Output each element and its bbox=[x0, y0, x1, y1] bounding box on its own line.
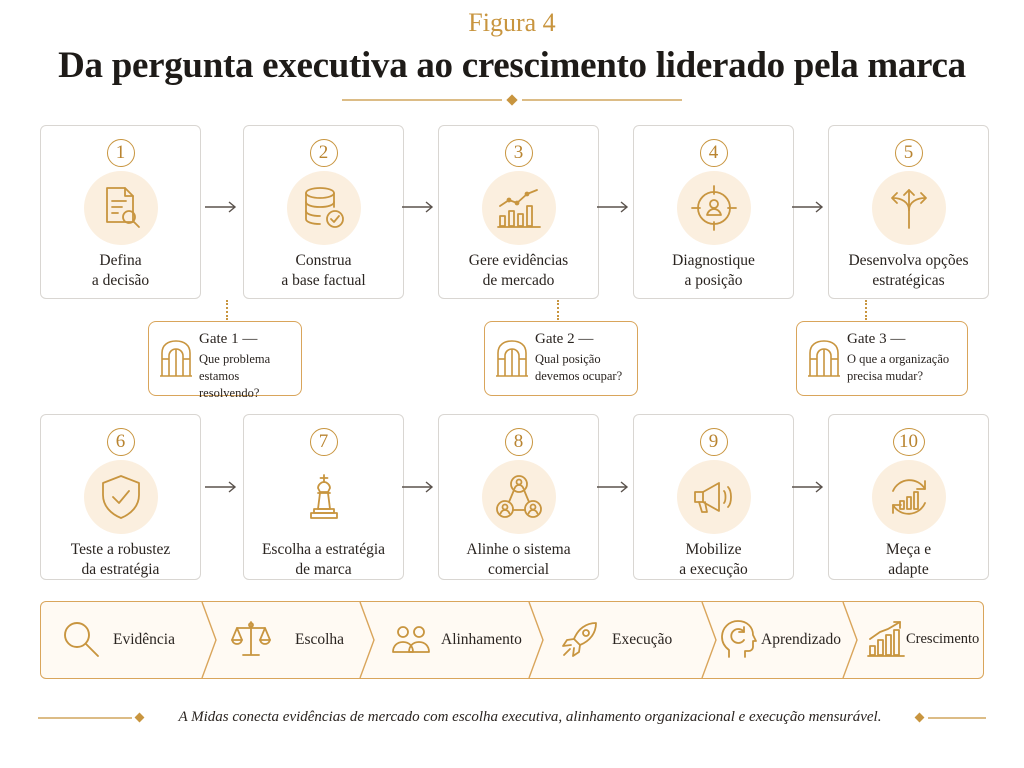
team-network-icon bbox=[495, 473, 543, 521]
step-number: 2 bbox=[310, 139, 338, 167]
step-number: 10 bbox=[893, 428, 925, 456]
figure-label: Figura 4 bbox=[468, 8, 556, 37]
magnifier-icon bbox=[61, 619, 101, 659]
footer-rule-right bbox=[912, 711, 986, 725]
step-card-6 bbox=[40, 414, 201, 580]
arch-gate-icon bbox=[807, 339, 841, 377]
outcome-label: Crescimento bbox=[906, 631, 980, 647]
page-title: Da pergunta executiva ao crescimento liderado pela marca bbox=[58, 45, 966, 86]
footer-rule-left bbox=[38, 711, 150, 725]
flow-arrow bbox=[401, 200, 435, 214]
growth-bars-icon bbox=[866, 619, 906, 659]
cycle-chart-icon bbox=[885, 473, 933, 521]
footer-text: A Midas conecta evidências de mercado com escolha executiva, alinhamento organizacional e execução mensurável. bbox=[178, 709, 882, 725]
step-card-3 bbox=[438, 125, 599, 299]
step-number: 5 bbox=[895, 139, 923, 167]
gate-question: Que problema estamos resolvendo? bbox=[199, 352, 271, 400]
scales-icon bbox=[231, 619, 271, 659]
step-number: 7 bbox=[310, 428, 338, 456]
shield-check-icon bbox=[97, 473, 145, 521]
flow-arrow bbox=[596, 480, 630, 494]
step-card-1 bbox=[40, 125, 201, 299]
gate-2 bbox=[484, 321, 638, 396]
step-label: Diagnostique a posição bbox=[672, 252, 755, 289]
outcome-label: Execução bbox=[612, 631, 673, 648]
step-card-5 bbox=[828, 125, 989, 299]
step-card-2 bbox=[243, 125, 404, 299]
gate-connector bbox=[865, 300, 867, 320]
step-number: 1 bbox=[107, 139, 135, 167]
gate-connector bbox=[226, 300, 228, 320]
step-number: 3 bbox=[505, 139, 533, 167]
outcome-band bbox=[40, 601, 984, 679]
step-label: Alinhe o sistema comercial bbox=[466, 541, 571, 578]
target-person-icon bbox=[690, 184, 738, 232]
chess-king-icon bbox=[300, 473, 348, 521]
band-separator bbox=[701, 602, 717, 678]
band-separator bbox=[528, 602, 544, 678]
outcome-label: Escolha bbox=[295, 631, 345, 648]
arch-gate-icon bbox=[159, 339, 193, 377]
flow-arrow bbox=[791, 200, 825, 214]
growth-chart-icon bbox=[495, 184, 543, 232]
gate-connector bbox=[557, 300, 559, 320]
flow-arrow bbox=[204, 200, 238, 214]
gate-question: O que a organização precisa mudar? bbox=[847, 352, 950, 383]
diverging-arrows-icon bbox=[885, 184, 933, 232]
flow-arrow bbox=[401, 480, 435, 494]
gate-3 bbox=[796, 321, 968, 396]
gate-title: Gate 2 — bbox=[535, 331, 594, 347]
step-label: Construa a base factual bbox=[281, 252, 366, 289]
band-separator bbox=[359, 602, 375, 678]
step-label: Escolha a estratégia de marca bbox=[261, 541, 386, 578]
footer bbox=[0, 703, 1024, 733]
flow-arrow bbox=[596, 200, 630, 214]
outcome-aprendizado bbox=[717, 602, 842, 678]
step-card-7 bbox=[243, 414, 404, 580]
step-label: Defina a decisão bbox=[91, 252, 150, 289]
outcome-label: Evidência bbox=[113, 631, 175, 648]
rocket-icon bbox=[560, 619, 600, 659]
step-label: Meça e adapte bbox=[885, 541, 932, 578]
database-check-icon bbox=[300, 184, 348, 232]
step-label: Gere evidências de mercado bbox=[468, 252, 569, 289]
flow-arrow bbox=[791, 480, 825, 494]
step-card-10 bbox=[828, 414, 989, 580]
outcome-crescimento bbox=[858, 602, 983, 678]
step-number: 4 bbox=[700, 139, 728, 167]
band-separator bbox=[842, 602, 858, 678]
outcome-label: Alinhamento bbox=[441, 631, 522, 648]
step-number: 9 bbox=[700, 428, 728, 456]
outcome-escolha bbox=[217, 602, 359, 678]
head-cycle-icon bbox=[717, 619, 757, 659]
step-card-4 bbox=[633, 125, 794, 299]
band-separator bbox=[201, 602, 217, 678]
step-card-8 bbox=[438, 414, 599, 580]
step-label: Teste a robustez da estratégia bbox=[70, 541, 171, 578]
flow-arrow bbox=[204, 480, 238, 494]
people-icon bbox=[391, 619, 431, 659]
step-label: Mobilize a execução bbox=[679, 541, 748, 578]
gate-title: Gate 3 — bbox=[847, 331, 906, 347]
step-card-9 bbox=[633, 414, 794, 580]
gate-question: Qual posição devemos ocupar? bbox=[535, 352, 623, 383]
step-number: 6 bbox=[107, 428, 135, 456]
megaphone-icon bbox=[690, 473, 738, 521]
outcome-label: Aprendizado bbox=[761, 631, 842, 648]
outcome-execucao bbox=[544, 602, 701, 678]
step-number: 8 bbox=[505, 428, 533, 456]
document-search-icon bbox=[97, 184, 145, 232]
outcome-evidencia bbox=[41, 602, 201, 678]
step-label: Desenvolva opções estratégicas bbox=[848, 252, 969, 289]
gate-1 bbox=[148, 321, 302, 400]
gate-title: Gate 1 — bbox=[199, 331, 258, 347]
title-divider bbox=[342, 92, 682, 108]
arch-gate-icon bbox=[495, 339, 529, 377]
outcome-alinhamento bbox=[375, 602, 528, 678]
